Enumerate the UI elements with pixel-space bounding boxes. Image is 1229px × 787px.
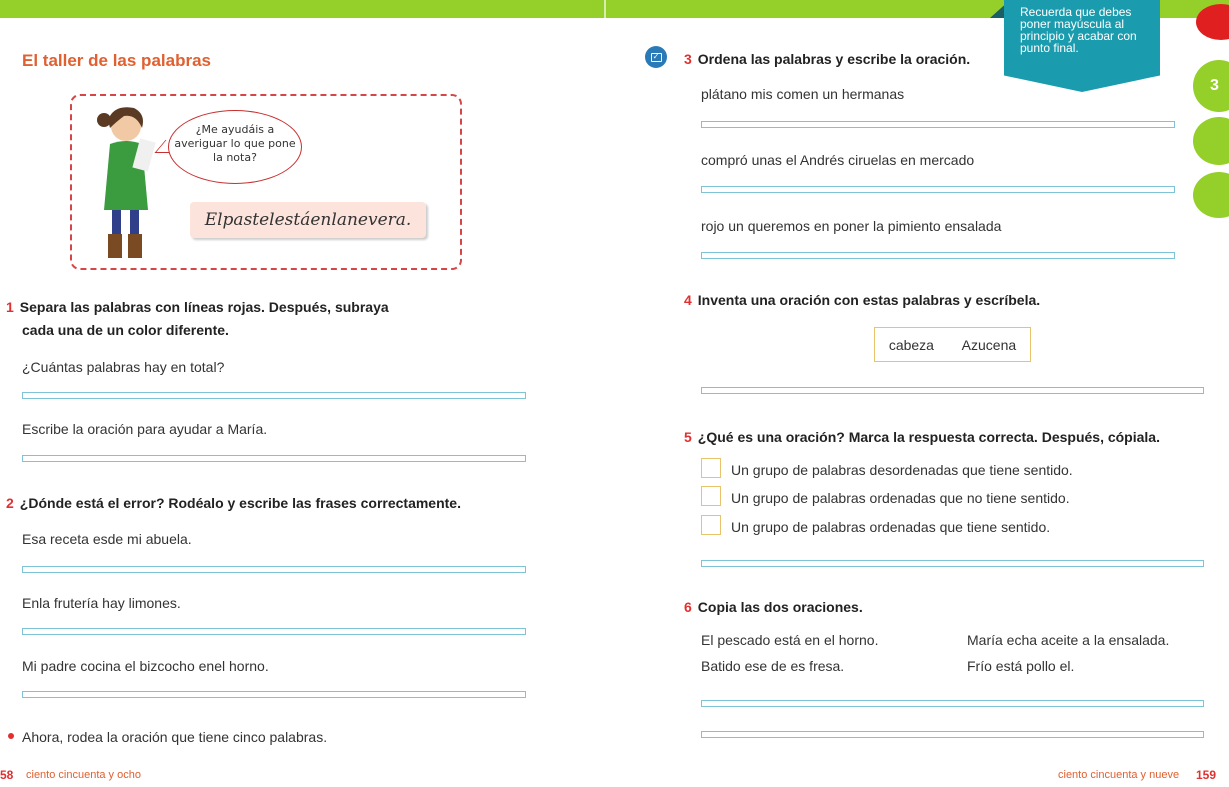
answer-line-ex2-b[interactable] bbox=[22, 628, 526, 635]
ex1-q2: Escribe la oración para ayudar a María. bbox=[22, 421, 268, 437]
ex1-line1: Separa las palabras con líneas rojas. Después, subraya bbox=[19, 299, 389, 315]
ex1-line2: cada una de un color diferente. bbox=[22, 322, 229, 338]
left-page-text: ciento cincuenta y ocho bbox=[26, 769, 141, 781]
section-title: El taller de las palabras bbox=[22, 51, 211, 70]
note-card: Elpastelestáenlanevera. bbox=[190, 202, 426, 238]
ex3-words-2: compró unas el Andrés ciruelas en mercado bbox=[701, 152, 975, 168]
ex5-question bbox=[684, 426, 1160, 449]
right-page-number: 159 bbox=[1196, 768, 1217, 782]
answer-line-ex3-a[interactable] bbox=[701, 121, 1175, 128]
answer-line-ex1-b[interactable] bbox=[22, 455, 526, 462]
ex2-text: ¿Dónde está el error? Rodéalo y escribe las frases correctamente. bbox=[19, 495, 461, 511]
side-tab-green-3[interactable] bbox=[1193, 172, 1229, 218]
ex1-q1: ¿Cuántas palabras hay en total? bbox=[22, 359, 225, 375]
answer-line-ex6-b[interactable] bbox=[701, 731, 1204, 738]
side-tab-number[interactable]: 3 bbox=[1193, 60, 1229, 112]
ex6-sentence-c: Batido ese de es fresa. bbox=[701, 658, 845, 674]
option-2-checkbox[interactable] bbox=[701, 486, 721, 506]
ex6-sentence-d: Frío está pollo el. bbox=[967, 658, 1075, 674]
answer-line-ex6-a[interactable] bbox=[701, 700, 1204, 707]
option-1-checkbox[interactable] bbox=[701, 458, 721, 478]
ex5-text: ¿Qué es una oración? Marca la respuesta correcta. Después, cópiala. bbox=[697, 429, 1160, 445]
ex6-number: 6 bbox=[684, 599, 692, 615]
ex4-number: 4 bbox=[684, 292, 692, 308]
answer-line-ex3-b[interactable] bbox=[701, 186, 1175, 193]
ex4-text: Inventa una oración con estas palabras y escríbela. bbox=[697, 292, 1041, 308]
checkbox-activity-icon: ✓ bbox=[645, 46, 667, 68]
ex2-number: 2 bbox=[6, 495, 14, 511]
girl-illustration bbox=[86, 100, 166, 262]
option-3-checkbox[interactable] bbox=[701, 515, 721, 535]
answer-line-ex3-c[interactable] bbox=[701, 252, 1175, 259]
side-tab-red bbox=[1196, 4, 1229, 40]
side-tab-green-2[interactable] bbox=[1193, 117, 1229, 165]
bullet-dot bbox=[8, 733, 14, 739]
ex3-words-3: rojo un queremos en poner la pimiento ensalada bbox=[701, 218, 1002, 234]
ex2-question bbox=[6, 492, 461, 515]
ex3-text: Ordena las palabras y escribe la oración. bbox=[697, 51, 971, 67]
answer-line-ex5[interactable] bbox=[701, 560, 1204, 567]
ex3-number: 3 bbox=[684, 51, 692, 67]
answer-line-ex2-c[interactable] bbox=[22, 691, 526, 698]
word-box bbox=[874, 327, 1031, 362]
ex2-sentence-2[interactable]: Enla frutería hay limones. bbox=[22, 595, 181, 611]
left-page-number: 58 bbox=[0, 768, 14, 782]
answer-line-ex2-a[interactable] bbox=[22, 566, 526, 573]
speech-bubble: ¿Me ayudáis a averiguar lo que pone la nota? bbox=[168, 110, 302, 184]
ex6-sentence-a: El pescado está en el horno. bbox=[701, 632, 879, 648]
answer-line-ex1-a[interactable] bbox=[22, 392, 526, 399]
ex3-words-1: plátano mis comen un hermanas bbox=[701, 86, 905, 102]
option-3-text: Un grupo de palabras ordenadas que tiene sentido. bbox=[731, 519, 1051, 535]
ex1-number: 1 bbox=[6, 299, 14, 315]
ex5-number: 5 bbox=[684, 429, 692, 445]
ex2-sentence-1[interactable]: Esa receta esde mi abuela. bbox=[22, 531, 192, 547]
word-2: Azucena bbox=[961, 336, 1017, 353]
ex4-question bbox=[684, 289, 1040, 312]
right-page-text: ciento cincuenta y nueve bbox=[1058, 769, 1180, 781]
ex2-sentence-3[interactable]: Mi padre cocina el bizcocho enel horno. bbox=[22, 658, 269, 674]
option-2-text: Un grupo de palabras ordenadas que no tiene sentido. bbox=[731, 490, 1070, 506]
ex6-sentence-b: María echa aceite a la ensalada. bbox=[967, 632, 1170, 648]
ex6-text: Copia las dos oraciones. bbox=[697, 599, 863, 615]
option-1-text: Un grupo de palabras desordenadas que tiene sentido. bbox=[731, 462, 1073, 478]
tip-text: Recuerda que debes poner mayúscula al principio y acabar con punto final. bbox=[1020, 5, 1137, 55]
ex6-question bbox=[684, 596, 863, 619]
word-1: cabeza bbox=[888, 336, 934, 353]
bullet-text: Ahora, rodea la oración que tiene cinco palabras. bbox=[22, 729, 328, 745]
answer-line-ex4[interactable] bbox=[701, 387, 1204, 394]
ex1-question bbox=[6, 296, 389, 342]
ex3-question bbox=[684, 48, 970, 71]
page-divider bbox=[604, 0, 606, 18]
